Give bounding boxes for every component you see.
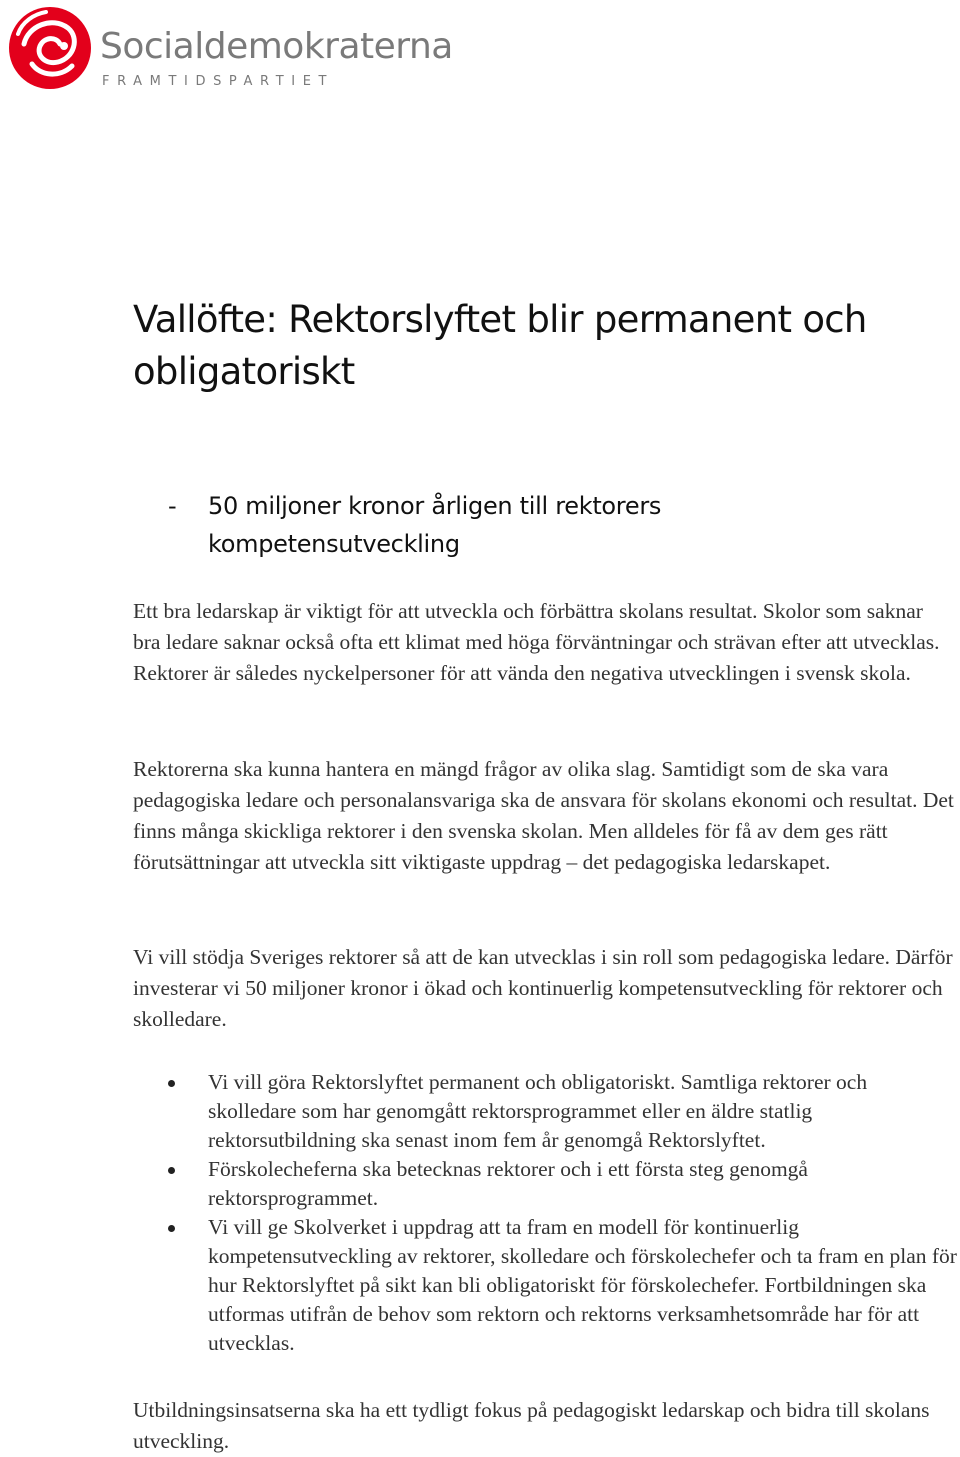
document-title: Vallöfte: Rektorslyftet blir permanent och obligatoriskt [133,298,867,393]
subtitle-dash: - [168,492,177,520]
document-subtitle [168,487,868,563]
logo-tagline: FRAMTIDSPARTIET [102,74,335,89]
bullet-list [168,1068,958,1358]
bullet-item [168,1213,958,1358]
paragraph-closing: Utbildningsinsatserna ska ha ett tydligt fokus på pedagogiskt ledarskap och bidra till skolans utveckling. [133,1398,930,1453]
bullet-text: Förskolecheferna ska betecknas rektorer och i ett första steg genomgå rektorsprogrammet. [208,1157,808,1210]
logo-wordmark: Socialdemokraterna [100,26,453,67]
paragraph-stodja: Vi vill stödja Sveriges rektorer så att de kan utvecklas i sin roll som pedagogiska ledare. Därför investerar vi 50 miljoner kronor i ökad och kontinuerlig kompetensutveckling för rektorer och skolledare. [133,945,953,1031]
bullet-item [168,1155,958,1213]
bullet-dot-icon [168,1167,175,1174]
paragraph-rektorerna: Rektorerna ska kunna hantera en mängd frågor av olika slag. Samtidigt som de ska vara pedagogiska ledare och personalansvariga ska de ansvara för skolans ekonomi och resultat. Det finns många skickliga rektorer i den svenska skolan. Men alldeles för få av dem ges rätt förutsättningar att utveckla sitt viktigaste uppdrag – det pedagogiska ledarskapet. [133,757,954,874]
bullet-text: Vi vill göra Rektorslyftet permanent och obligatoriskt. Samtliga rektorer och skolledare som har genomgått rektorsprogrammet eller en äldre statlig rektorsutbildning ska senast inom fem år genomgå Rektorslyftet. [208,1070,868,1152]
bullet-dot-icon [168,1225,175,1232]
party-logo [4,4,453,94]
subtitle-text: 50 miljoner kronor årligen till rektorers kompetensutveckling [208,492,662,558]
bullet-dot-icon [168,1080,175,1087]
rose-logo-icon [4,4,96,94]
paragraph-intro: Ett bra ledarskap är viktigt för att utveckla och förbättra skolans resultat. Skolor som saknar bra ledare saknar också ofta ett klimat med höga förväntningar och strävan efter att utvecklas. Rektorer är således nyckelpersoner för att vända den negativa utvecklingen i svensk skola. [133,599,940,685]
bullet-text: Vi vill ge Skolverket i uppdrag att ta fram en modell för kontinuerlig kompetensutveckling av rektorer, skolledare och förskolechefer och ta fram en plan för hur Rektorslyftet på sikt kan bli obligatoriskt för förskolechefer. Fortbildningen ska utformas utifrån de behov som rektorn och rektorns verksamhetsområde har för att utvecklas. [208,1215,957,1355]
bullet-item [168,1068,958,1155]
